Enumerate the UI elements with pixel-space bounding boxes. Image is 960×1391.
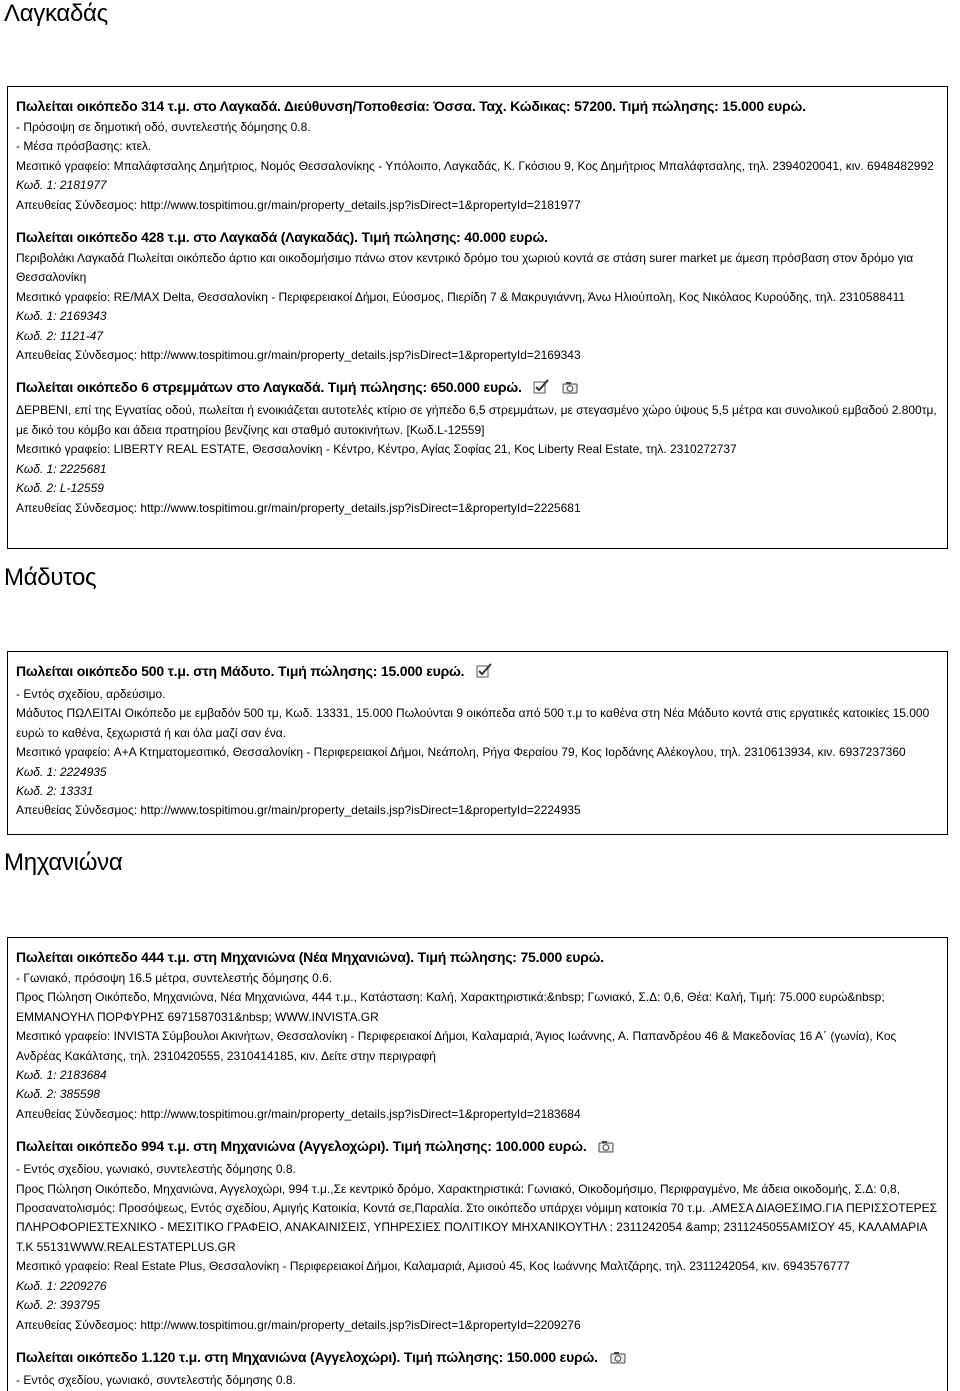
section-title-lagkadas: Λαγκαδάς bbox=[4, 0, 108, 27]
agency-info: Μεσιτικό γραφείο: Μπαλάφτσαλης Δημήτριος, Νομός Θεσσαλονίκης - Υπόλοιπο, Λαγκαδάς, Κ. Γκόσιου 9, Κος Δημήτριος Μπαλάφτσαλης, τηλ. 2394020041, κιν. 6948482992 bbox=[16, 158, 934, 173]
agency-info: Μεσιτικό γραφείο: Real Estate Plus, Θεσσαλονίκη - Περιφερειακοί Δήμοι, Καλαμαριά, Αμισού 45, Κος Ιωάννης Μαλτζάρης, τηλ. 2311242054, κιν. 6943576777 bbox=[16, 1259, 850, 1274]
listing-code-1: Κωδ. 1: 2183684 bbox=[16, 1068, 107, 1083]
direct-link[interactable]: Απευθείας Σύνδεσμος: http://www.tospitimou.gr/main/property_details.jsp?isDirect=1&propertyId=2225681 bbox=[16, 500, 581, 515]
listing-heading-row bbox=[16, 661, 947, 683]
listing-angelohori-1120 bbox=[16, 1347, 947, 1390]
listing-detail: - Πρόσοψη σε δημοτική οδό, συντελεστής δόμησης 0.8. bbox=[16, 120, 311, 134]
direct-link[interactable]: Απευθείας Σύνδεσμος: http://www.tospitimou.gr/main/property_details.jsp?isDirect=1&propertyId=2209276 bbox=[16, 1317, 581, 1332]
listing-heading-row bbox=[16, 1136, 947, 1158]
listing-detail: ΔΕΡΒΕΝΙ, επί της Εγνατίας οδού, πωλείται ή ενοικιάζεται αυτοτελές κτίριο σε γήπεδο 6,5 στρεμμάτων, με στεγασμένο χώρο ύψους 5,5 μέτρα και συνολικού εμβαδού 2.800τμ, με δικό του κόμβο και άδεια πρατηρίου βενζίνης και σταθμό αυτοκινήτων. [Κωδ.L-12559] bbox=[16, 403, 937, 437]
listing-detail: - Γωνιακό, πρόσοψη 16.5 μέτρα, συντελεστής δόμησης 0.6. bbox=[16, 971, 333, 985]
section-title-madytos: Μάδυτος bbox=[4, 564, 97, 591]
listing-heading-row bbox=[16, 377, 947, 399]
listing-code-1: Κωδ. 1: 2181977 bbox=[16, 178, 107, 193]
direct-link[interactable]: Απευθείας Σύνδεσμος: http://www.tospitimou.gr/main/property_details.jsp?isDirect=1&propertyId=2224935 bbox=[16, 803, 581, 818]
agency-info: Μεσιτικό γραφείο: INVISTA Σύμβουλοι Ακινήτων, Θεσσαλονίκη - Περιφερειακοί Δήμοι, Καλαμαριά, Άγιος Ιωάννης, Α. Παπανδρέου 46 & Μακεδονίας 16 Α΄ (γωνία), Κος Ανδρέας Κακάλτσης, τηλ. 2310420555, 2310414185, κιν. Δείτε στην περιγραφή bbox=[16, 1029, 897, 1063]
listing-2181977 bbox=[16, 96, 947, 215]
listing-heading[interactable]: Πωλείται οικόπεδο 428 τ.μ. στο Λαγκαδά (Λαγκαδάς). Τιμή πώλησης: 40.000 ευρώ. bbox=[16, 229, 548, 246]
listing-code-1: Κωδ. 1: 2169343 bbox=[16, 309, 107, 324]
listing-code-2: Κωδ. 2: 385598 bbox=[16, 1087, 100, 1102]
checkmark-icon bbox=[476, 663, 493, 683]
listing-detail: Περιβολάκι Λαγκαδά Πωλείται οικόπεδο άρτιο και οικοδομήσιμο πάνω στον κεντρικό δρόμο του χωριού κοντά σε στάση surer market με άμεση πρόσβαση στον δρόμο για Θεσσαλονίκη bbox=[16, 251, 914, 285]
listing-2183684 bbox=[16, 947, 947, 1124]
listing-heading[interactable]: Πωλείται οικόπεδο 444 τ.μ. στη Μηχανιώνα (Νέα Μηχανιώνα). Τιμή πώλησης: 75.000 ευρώ. bbox=[16, 949, 604, 965]
listing-heading[interactable]: Πωλείται οικόπεδο 314 τ.μ. στο Λαγκαδά. Διεύθυνση/Τοποθεσία: Όσσα. Ταχ. Κώδικας: 57200. Τιμή πώλησης: 15.000 ευρώ. bbox=[16, 98, 806, 114]
listing-2169343 bbox=[16, 227, 947, 365]
listing-heading[interactable]: Πωλείται οικόπεδο 1.120 τ.μ. στη Μηχανιώνα (Αγγελοχώρι). Τιμή πώλησης: 150.000 ευρώ. bbox=[16, 1348, 598, 1365]
listing-heading-row bbox=[16, 1347, 947, 1369]
direct-link[interactable]: Απευθείας Σύνδεσμος: http://www.tospitimou.gr/main/property_details.jsp?isDirect=1&propertyId=2181977 bbox=[16, 197, 581, 212]
listing-detail: Προς Πώληση Οικόπεδο, Μηχανιώνα, Νέα Μηχανιώνα, 444 τ.μ., Κατάσταση: Καλή, Χαρακτηριστικά:&nbsp; Γωνιακό, Σ.Δ: 0,6, Θέα: Καλή, Τιμή: 75.000 ευρώ&nbsp; ΕΜΜΑΝΟΥΗΛ ΠΟΡΦΥΡΗΣ 6971587031&nbsp; WWW.INVISTA.GR bbox=[16, 990, 885, 1024]
direct-link[interactable]: Απευθείας Σύνδεσμος: http://www.tospitimou.gr/main/property_details.jsp?isDirect=1&propertyId=2169343 bbox=[16, 348, 581, 363]
listing-heading[interactable]: Πωλείται οικόπεδο 500 τ.μ. στη Μάδυτο. Τιμή πώλησης: 15.000 ευρώ. bbox=[16, 663, 465, 679]
listings-box-lagkadas bbox=[7, 86, 948, 549]
listing-heading[interactable]: Πωλείται οικόπεδο 994 τ.μ. στη Μηχανιώνα (Αγγελοχώρι). Τιμή πώλησης: 100.000 ευρώ. bbox=[16, 1138, 587, 1155]
agency-info: Μεσιτικό γραφείο: A+A Κτηματομεσιτικό, Θεσσαλονίκη - Περιφερειακοί Δήμοι, Νεάπολη, Ρήγα Φεραίου 79, Κος Ιορδάνης Αλέκογλου, τηλ. 2310613934, κιν. 6937237360 bbox=[16, 745, 906, 760]
listing-detail: - Εντός σχεδίου, γωνιακό, συντελεστής δόμησης 0.8. bbox=[16, 1162, 296, 1177]
listing-2225681 bbox=[16, 377, 947, 517]
agency-info: Μεσιτικό γραφείο: LIBERTY REAL ESTATE, Θεσσαλονίκη - Κέντρο, Κέντρο, Αγίας Σοφίας 21, Κος Liberty Real Estate, τηλ. 2310272737 bbox=[16, 442, 737, 457]
listing-2209276 bbox=[16, 1136, 947, 1335]
camera-icon bbox=[562, 379, 578, 399]
listing-detail: Προς Πώληση Οικόπεδο, Μηχανιώνα, Αγγελοχώρι, 994 τ.μ.,Σε κεντρικό δρόμο, Χαρακτηριστικά: Γωνιακό, Οικοδομήσιμο, Περιφραγμένο, Με άδεια οικοδομής, Σ.Δ: 0,8, Προσανατολισμός: Προσόψεως, Εντός σχεδίου, Αμιγής Κατοικία, Κοντά σε,Παραλία. Στο οικόπεδο υπάρχει νόμιμη κατοικία 70 τ.μ. .ΑΜΕΣΑ ΔΙΑΘΕΣΙΜΟ.ΓΙΑ ΠΕΡΙΣΣΟΤΕΡΕΣ ΠΛΗΡΟΦΟΡΙΕΣΤΕΧΝΙΚΟ - ΜΕΣΙΤΙΚΟ ΓΡΑΦΕΙΟ, ΑΝΑΚΑΙΝΙΣΕΙΣ, ΥΠΗΡΕΣΙΕΣ ΠΟΛΙΤΙΚΟΥ ΜΗΧΑΝΙΚΟΥΤΗΛ : 2311242054 &amp; 2311245055ΑΜΙΣΟΥ 45, ΚΑΛΑΜΑΡΙΑ Τ.Κ 55131WWW.REALESTATEPLUS.GR bbox=[16, 1181, 938, 1254]
listing-detail: - Μέσα πρόσβασης: κτελ. bbox=[16, 139, 152, 154]
listing-code-1: Κωδ. 1: 2225681 bbox=[16, 461, 107, 476]
direct-link[interactable]: Απευθείας Σύνδεσμος: http://www.tospitimou.gr/main/property_details.jsp?isDirect=1&propertyId=2183684 bbox=[16, 1106, 581, 1121]
listing-2224935 bbox=[16, 661, 947, 821]
listing-heading[interactable]: Πωλείται οικόπεδο 6 στρεμμάτων στο Λαγκαδά. Τιμή πώλησης: 650.000 ευρώ. bbox=[16, 379, 522, 396]
listings-box-madytos bbox=[7, 651, 948, 835]
section-title-mihaniona: Μηχανιώνα bbox=[4, 849, 123, 876]
listing-code-1: Κωδ. 1: 2224935 bbox=[16, 764, 107, 779]
checkmark-icon bbox=[533, 379, 550, 399]
listing-detail: - Εντός σχεδίου, γωνιακό, συντελεστής δόμησης 0.8. bbox=[16, 1372, 296, 1387]
listings-box-mihaniona bbox=[7, 937, 948, 1391]
listing-code-1: Κωδ. 1: 2209276 bbox=[16, 1278, 107, 1293]
listing-code-2: Κωδ. 2: 13331 bbox=[16, 784, 94, 799]
listing-detail: - Εντός σχεδίου, αρδεύσιμο. bbox=[16, 687, 166, 701]
camera-icon bbox=[610, 1349, 626, 1369]
camera-icon bbox=[598, 1138, 614, 1158]
listing-code-2: Κωδ. 2: 393795 bbox=[16, 1298, 100, 1313]
agency-info: Μεσιτικό γραφείο: RE/MAX Delta, Θεσσαλονίκη - Περιφερειακοί Δήμοι, Εύοσμος, Πιερίδη 7 & Μακρυγιάννη, Άνω Ηλιούπολη, Κος Νικόλαος Κυρούδης, τηλ. 2310588411 bbox=[16, 289, 906, 304]
listing-code-2: Κωδ. 2: 1121-47 bbox=[16, 328, 104, 343]
listing-code-2: Κωδ. 2: L-12559 bbox=[16, 481, 104, 496]
listing-detail: Μάδυτος ΠΩΛΕΙΤΑΙ Οικόπεδο με εμβαδόν 500 τμ, Κωδ. 13331, 15.000 Πωλούνται 9 οικόπεδα από 500 τ.μ το καθένα στη Νέα Μάδυτο κοντά στις εργατικές κατοικίες 15.000 ευρώ το καθένα, ξεχωριστά ή και όλα μαζί σαν ένα. bbox=[16, 706, 930, 740]
